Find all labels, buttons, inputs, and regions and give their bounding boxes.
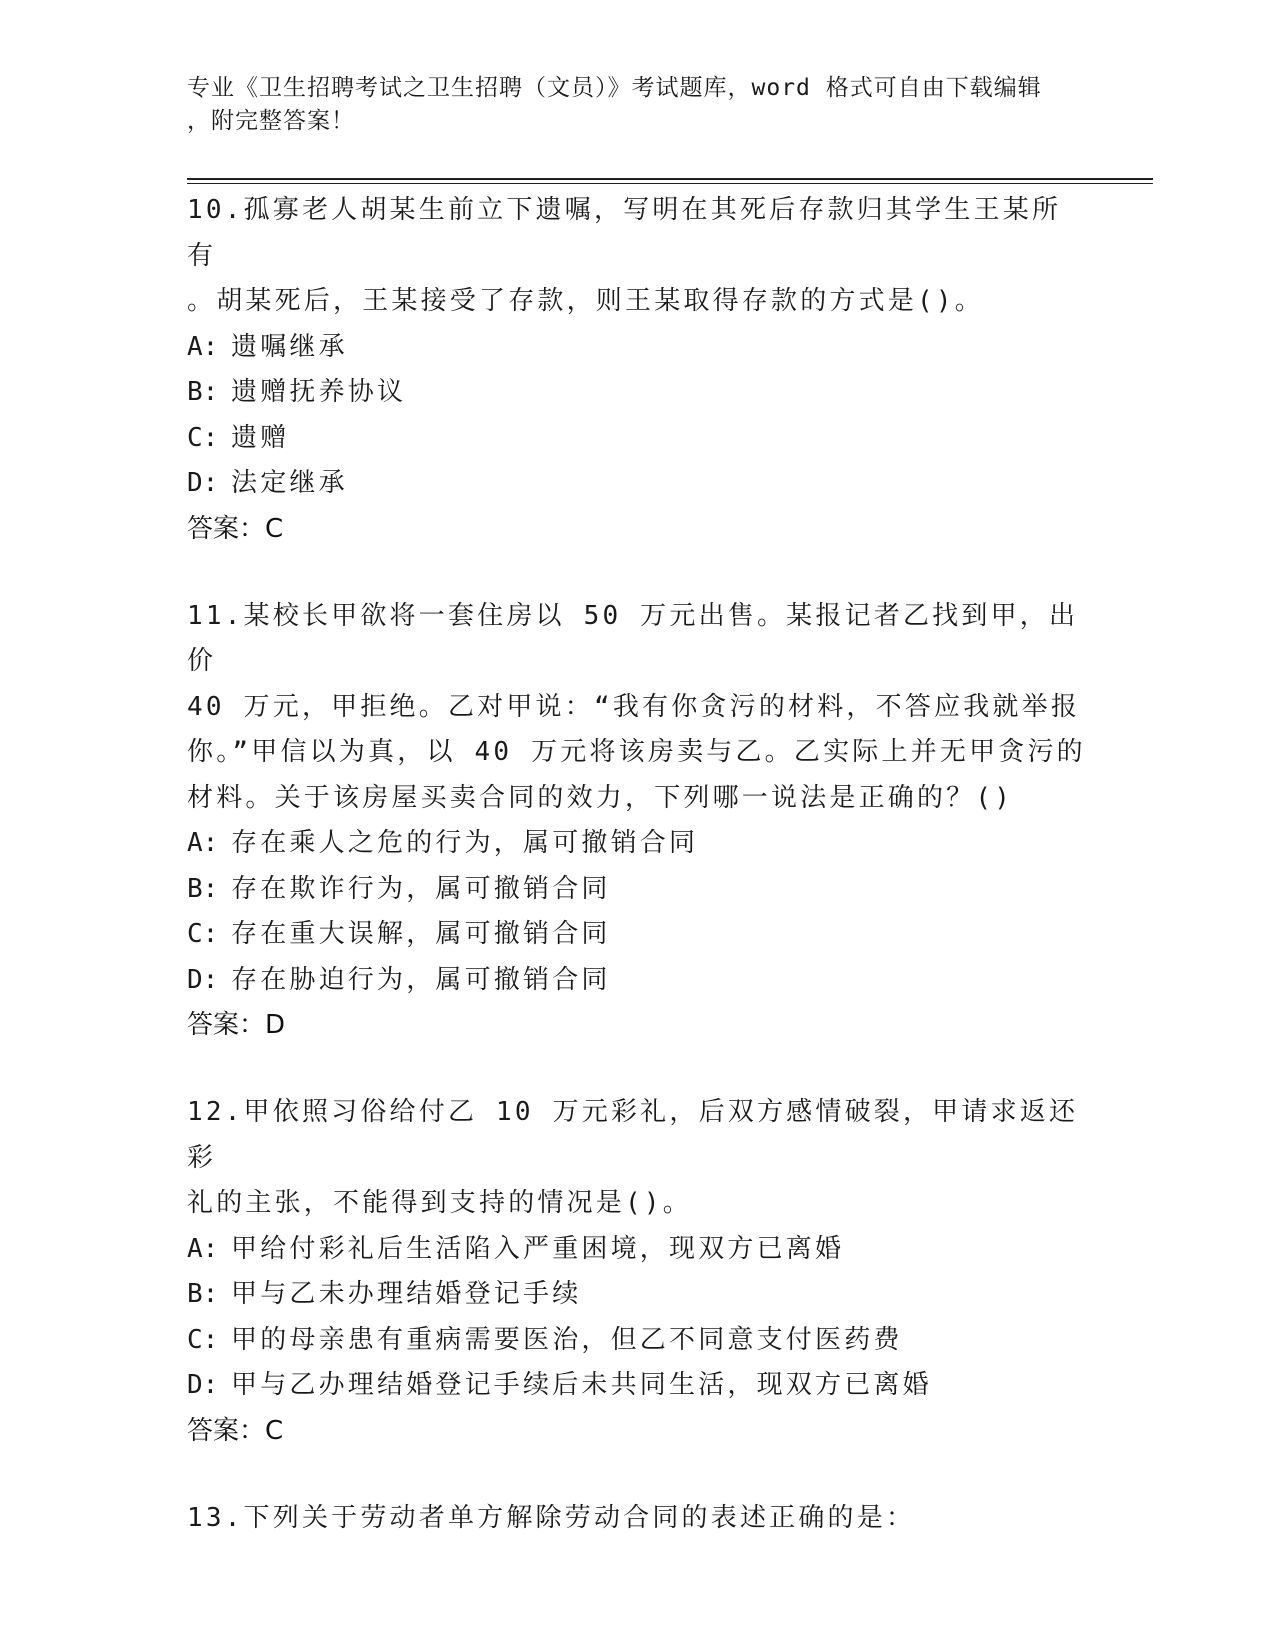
option-key: A:	[187, 331, 219, 362]
answer-option	[187, 867, 1087, 913]
option-key: D:	[187, 964, 219, 995]
answer-option	[187, 416, 1087, 462]
question-stem-line: 材料。关于该房屋买卖合同的效力，下列哪一说法是正确的？()	[187, 782, 1014, 813]
header-line-2: ，附完整答案！	[187, 108, 355, 134]
option-text: 存在乘人之危的行为，属可撤销合同	[231, 828, 699, 858]
option-key: B:	[187, 377, 219, 407]
question-list	[187, 188, 1087, 1583]
option-key: C:	[187, 919, 219, 949]
option-key: C:	[187, 1324, 219, 1355]
header-divider-thin	[187, 183, 1153, 184]
option-key: A:	[187, 1233, 219, 1264]
question-stem-line: 10.孤寡老人胡某生前立下遗嘱，写明在其死后存款归其学生王某所有	[187, 195, 1062, 271]
question-stem-line: 13.下列关于劳动者单方解除劳动合同的表述正确的是：	[187, 1502, 916, 1533]
question-stem-line: 。胡某死后，王某接受了存款，则王某取得存款的方式是()。	[187, 286, 984, 316]
option-key: D:	[187, 1370, 219, 1400]
answer-option	[187, 958, 1087, 1004]
answer-option	[187, 1227, 1087, 1273]
answer-option	[187, 370, 1087, 416]
answer-line: 答案：C	[187, 513, 284, 544]
answer-option	[187, 821, 1087, 867]
answer-option	[187, 1363, 1087, 1409]
question-stem-line: 12.甲依照习俗给付乙 10 万元彩礼，后双方感情破裂，甲请求返还彩	[187, 1097, 1079, 1173]
option-text: 存在欺诈行为，属可撤销合同	[231, 873, 611, 904]
question-stem-line: 40 万元，甲拒绝。乙对甲说：“我有你贪污的材料，不答应我就举报	[187, 691, 1081, 722]
question-stem-line: 礼的主张，不能得到支持的情况是()。	[187, 1188, 692, 1218]
answer-line: 答案：C	[187, 1415, 284, 1446]
option-text: 存在胁迫行为，属可撤销合同	[231, 964, 611, 995]
question-block	[187, 188, 1087, 552]
option-text: 遗赠抚养协议	[231, 377, 407, 407]
option-text: 甲与乙未办理结婚登记手续	[231, 1279, 582, 1309]
answer-option	[187, 461, 1087, 507]
option-key: D:	[187, 468, 219, 498]
option-text: 遗赠	[231, 422, 290, 453]
option-key: B:	[187, 1279, 219, 1309]
option-text: 遗嘱继承	[231, 331, 348, 362]
option-key: B:	[187, 873, 219, 904]
header-divider	[187, 178, 1153, 180]
answer-option	[187, 325, 1087, 371]
question-block	[187, 1496, 1087, 1542]
option-text: 法定继承	[231, 468, 348, 498]
question-stem-line: 你。”甲信以为真，以 40 万元将该房卖与乙。乙实际上并无甲贪污的	[187, 737, 1086, 767]
question-stem-line: 11.某校长甲欲将一套住房以 50 万元出售。某报记者乙找到甲，出价	[187, 600, 1079, 676]
option-text: 甲给付彩礼后生活陷入严重困境，现双方已离婚	[231, 1233, 845, 1264]
option-text: 甲与乙办理结婚登记手续后未共同生活，现双方已离婚	[231, 1370, 932, 1400]
question-block	[187, 594, 1087, 1049]
option-key: C:	[187, 422, 219, 453]
document-header	[187, 72, 1067, 138]
question-block	[187, 1090, 1087, 1454]
answer-option	[187, 912, 1087, 958]
option-text: 甲的母亲患有重病需要医治，但乙不同意支付医药费	[231, 1324, 903, 1355]
answer-option	[187, 1318, 1087, 1364]
answer-option	[187, 1272, 1087, 1318]
option-key: A:	[187, 828, 219, 858]
header-line-1: 专业《卫生招聘考试之卫生招聘（文员）》考试题库，word 格式可自由下载编辑	[187, 75, 1042, 101]
answer-line: 答案：D	[187, 1010, 286, 1040]
option-text: 存在重大误解，属可撤销合同	[231, 919, 611, 949]
